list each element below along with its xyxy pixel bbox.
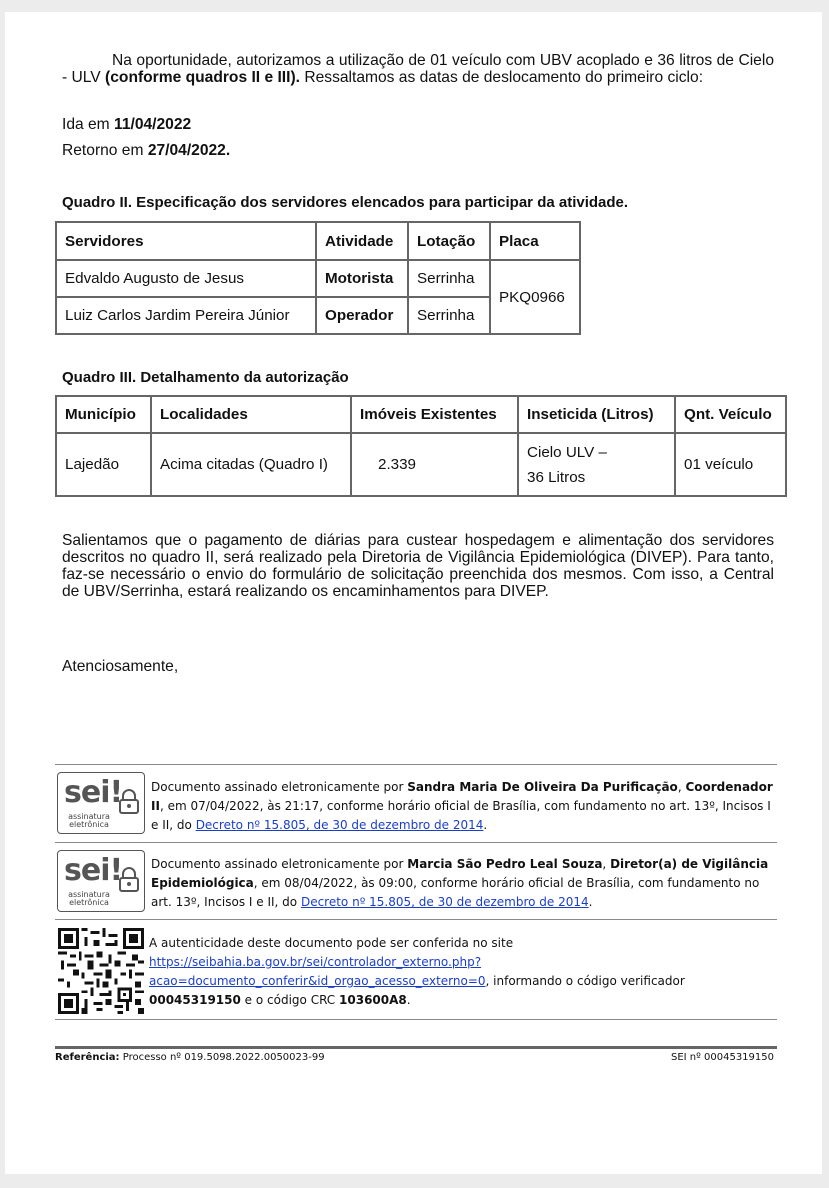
seal-brand: sei! <box>64 853 123 888</box>
sig1-sep: , <box>677 780 686 794</box>
verification-text2: , informando o código verificador <box>485 974 685 988</box>
verification-text3: e o código CRC <box>240 993 340 1007</box>
lock-icon <box>118 789 140 815</box>
cell-localidades: Acima citadas (Quadro I) <box>151 433 351 496</box>
quadro2-title: Quadro II. Especificação dos servidores elencados para participar da atividade. <box>62 194 629 211</box>
sig2-role: Diretor(a) de Vigilância Epidemiológica <box>151 857 769 890</box>
retorno-label: Retorno em <box>62 142 148 159</box>
header-atividade: Atividade <box>316 222 408 260</box>
cell-atividade: Motorista <box>316 260 408 297</box>
decreto-link[interactable]: Decreto nº 15.805, de 30 de dezembro de 2014 <box>195 818 484 832</box>
verification-line1: A autenticidade deste documento pode ser conferida no site <box>149 936 514 950</box>
cell-qnt: 01 veículo <box>675 433 786 496</box>
header-localidades: Localidades <box>151 396 351 433</box>
verification-link-line2[interactable]: acao=documento_conferir&id_orgao_acesso_externo=0 <box>149 974 486 988</box>
seal-subtitle <box>63 813 115 829</box>
quadro3-title: Quadro III. Detalhamento da autorização <box>62 369 349 386</box>
retorno-line <box>62 142 230 160</box>
signature-2 <box>151 855 777 912</box>
sig2-rest: , em 08/04/2022, às 09:00, conforme horário oficial de Brasília, com fundamento no art. 13º, Incisos I e II, do <box>151 876 760 909</box>
footer-ref-label: Referência: <box>55 1052 120 1063</box>
header-inseticida: Inseticida (Litros) <box>518 396 675 433</box>
seal-brand: sei! <box>64 775 123 810</box>
table-header-row <box>56 396 786 433</box>
seal-subtitle <box>63 891 115 907</box>
lock-icon <box>118 867 140 893</box>
retorno-date: 27/04/2022. <box>147 142 231 159</box>
quadro2-table <box>55 221 581 335</box>
cell-lotacao: Serrinha <box>408 260 490 297</box>
ida-line <box>62 116 191 134</box>
verification-end: . <box>406 993 411 1007</box>
table-header-row <box>56 222 580 260</box>
verification-link-line1[interactable]: https://seibahia.ba.gov.br/sei/controlador_externo.php? <box>149 955 482 969</box>
footer-divider <box>55 1046 777 1049</box>
seal-sub1: assinatura <box>68 812 110 821</box>
sig2-prefix: Documento assinado eletronicamente por <box>151 857 408 871</box>
cell-servidor: Edvaldo Augusto de Jesus <box>56 260 316 297</box>
sig1-rest: , em 07/04/2022, às 21:17, conforme horário oficial de Brasília, com fundamento no art. 13º, Incisos I e II, do <box>151 799 771 832</box>
cell-atividade: Operador <box>316 297 408 334</box>
verification-text <box>149 934 777 1010</box>
cell-municipio: Lajedão <box>56 433 151 496</box>
seal-sub2: eletrônica <box>69 820 109 829</box>
sig2-sep: , <box>602 857 611 871</box>
cell-lotacao: Serrinha <box>408 297 490 334</box>
inseticida-line1: Cielo ULV – <box>527 443 607 461</box>
cell-placa: PKQ0966 <box>490 260 580 334</box>
intro-bold-text: (conforme quadros II e III). <box>105 69 300 86</box>
verification-code: 00045319150 <box>149 993 241 1007</box>
header-municipio: Município <box>56 396 151 433</box>
inseticida-line2: 36 Litros <box>527 468 586 486</box>
sig2-end: . <box>588 895 593 909</box>
seal-sub1: assinatura <box>68 890 110 899</box>
document-page <box>5 12 822 1174</box>
header-servidores: Servidores <box>56 222 316 260</box>
header-qnt-veiculo: Qnt. Veículo <box>675 396 786 433</box>
cell-imoveis: 2.339 <box>351 433 518 496</box>
divider <box>55 1019 777 1020</box>
divider <box>55 764 777 765</box>
intro-text-end: Ressaltamos as datas de deslocamento do primeiro ciclo: <box>300 69 704 86</box>
closing: Atenciosamente, <box>62 658 179 675</box>
footer-sei-number: SEI nº 00045319150 <box>670 1052 774 1063</box>
header-placa: Placa <box>490 222 580 260</box>
sig1-name: Sandra Maria De Oliveira Da Purificação <box>407 780 678 794</box>
cell-inseticida <box>518 433 675 496</box>
table-row <box>56 260 580 297</box>
qr-code-icon <box>58 928 144 1014</box>
sei-seal-logo <box>57 850 145 912</box>
seal-sub2: eletrônica <box>69 898 109 907</box>
divider <box>55 919 777 920</box>
crc-code: 103600A8 <box>339 993 407 1007</box>
table-row <box>56 433 786 496</box>
salientamos-paragraph: Salientamos que o pagamento de diárias para custear hospedagem e alimentação dos servidores descritos no quadro II, será realizado pela Diretoria de Vigilância Epidemiológica (DIVEP). Para tanto, faz-se necessário o envio do formulário de solicitação preenchida dos mesmos. Com isso, a Central de UBV/Serrinha, estará realizando os encaminhamentos para DIVEP. <box>62 532 774 600</box>
cell-servidor: Luiz Carlos Jardim Pereira Júnior <box>56 297 316 334</box>
divider <box>55 842 777 843</box>
footer-reference <box>55 1052 325 1063</box>
ida-label: Ida em <box>62 116 115 133</box>
sig1-prefix: Documento assinado eletronicamente por <box>151 780 408 794</box>
header-lotacao: Lotação <box>408 222 490 260</box>
signature-1 <box>151 778 777 835</box>
sig1-end: . <box>483 818 488 832</box>
intro-paragraph <box>62 52 774 86</box>
quadro3-table <box>55 395 787 497</box>
header-imoveis: Imóveis Existentes <box>351 396 518 433</box>
sei-seal-logo <box>57 772 145 834</box>
footer-ref-value: Processo nº 019.5098.2022.0050023-99 <box>119 1052 325 1063</box>
sig1-role: Coordenador II <box>151 780 773 813</box>
sig2-name: Marcia São Pedro Leal Souza <box>407 857 603 871</box>
ida-date: 11/04/2022 <box>114 116 192 133</box>
intro-text: Na oportunidade, autorizamos a utilização de 01 veículo com UBV acoplado e 36 litros de Cielo - ULV <box>62 52 774 86</box>
decreto-link[interactable]: Decreto nº 15.805, de 30 de dezembro de 2014 <box>300 895 589 909</box>
